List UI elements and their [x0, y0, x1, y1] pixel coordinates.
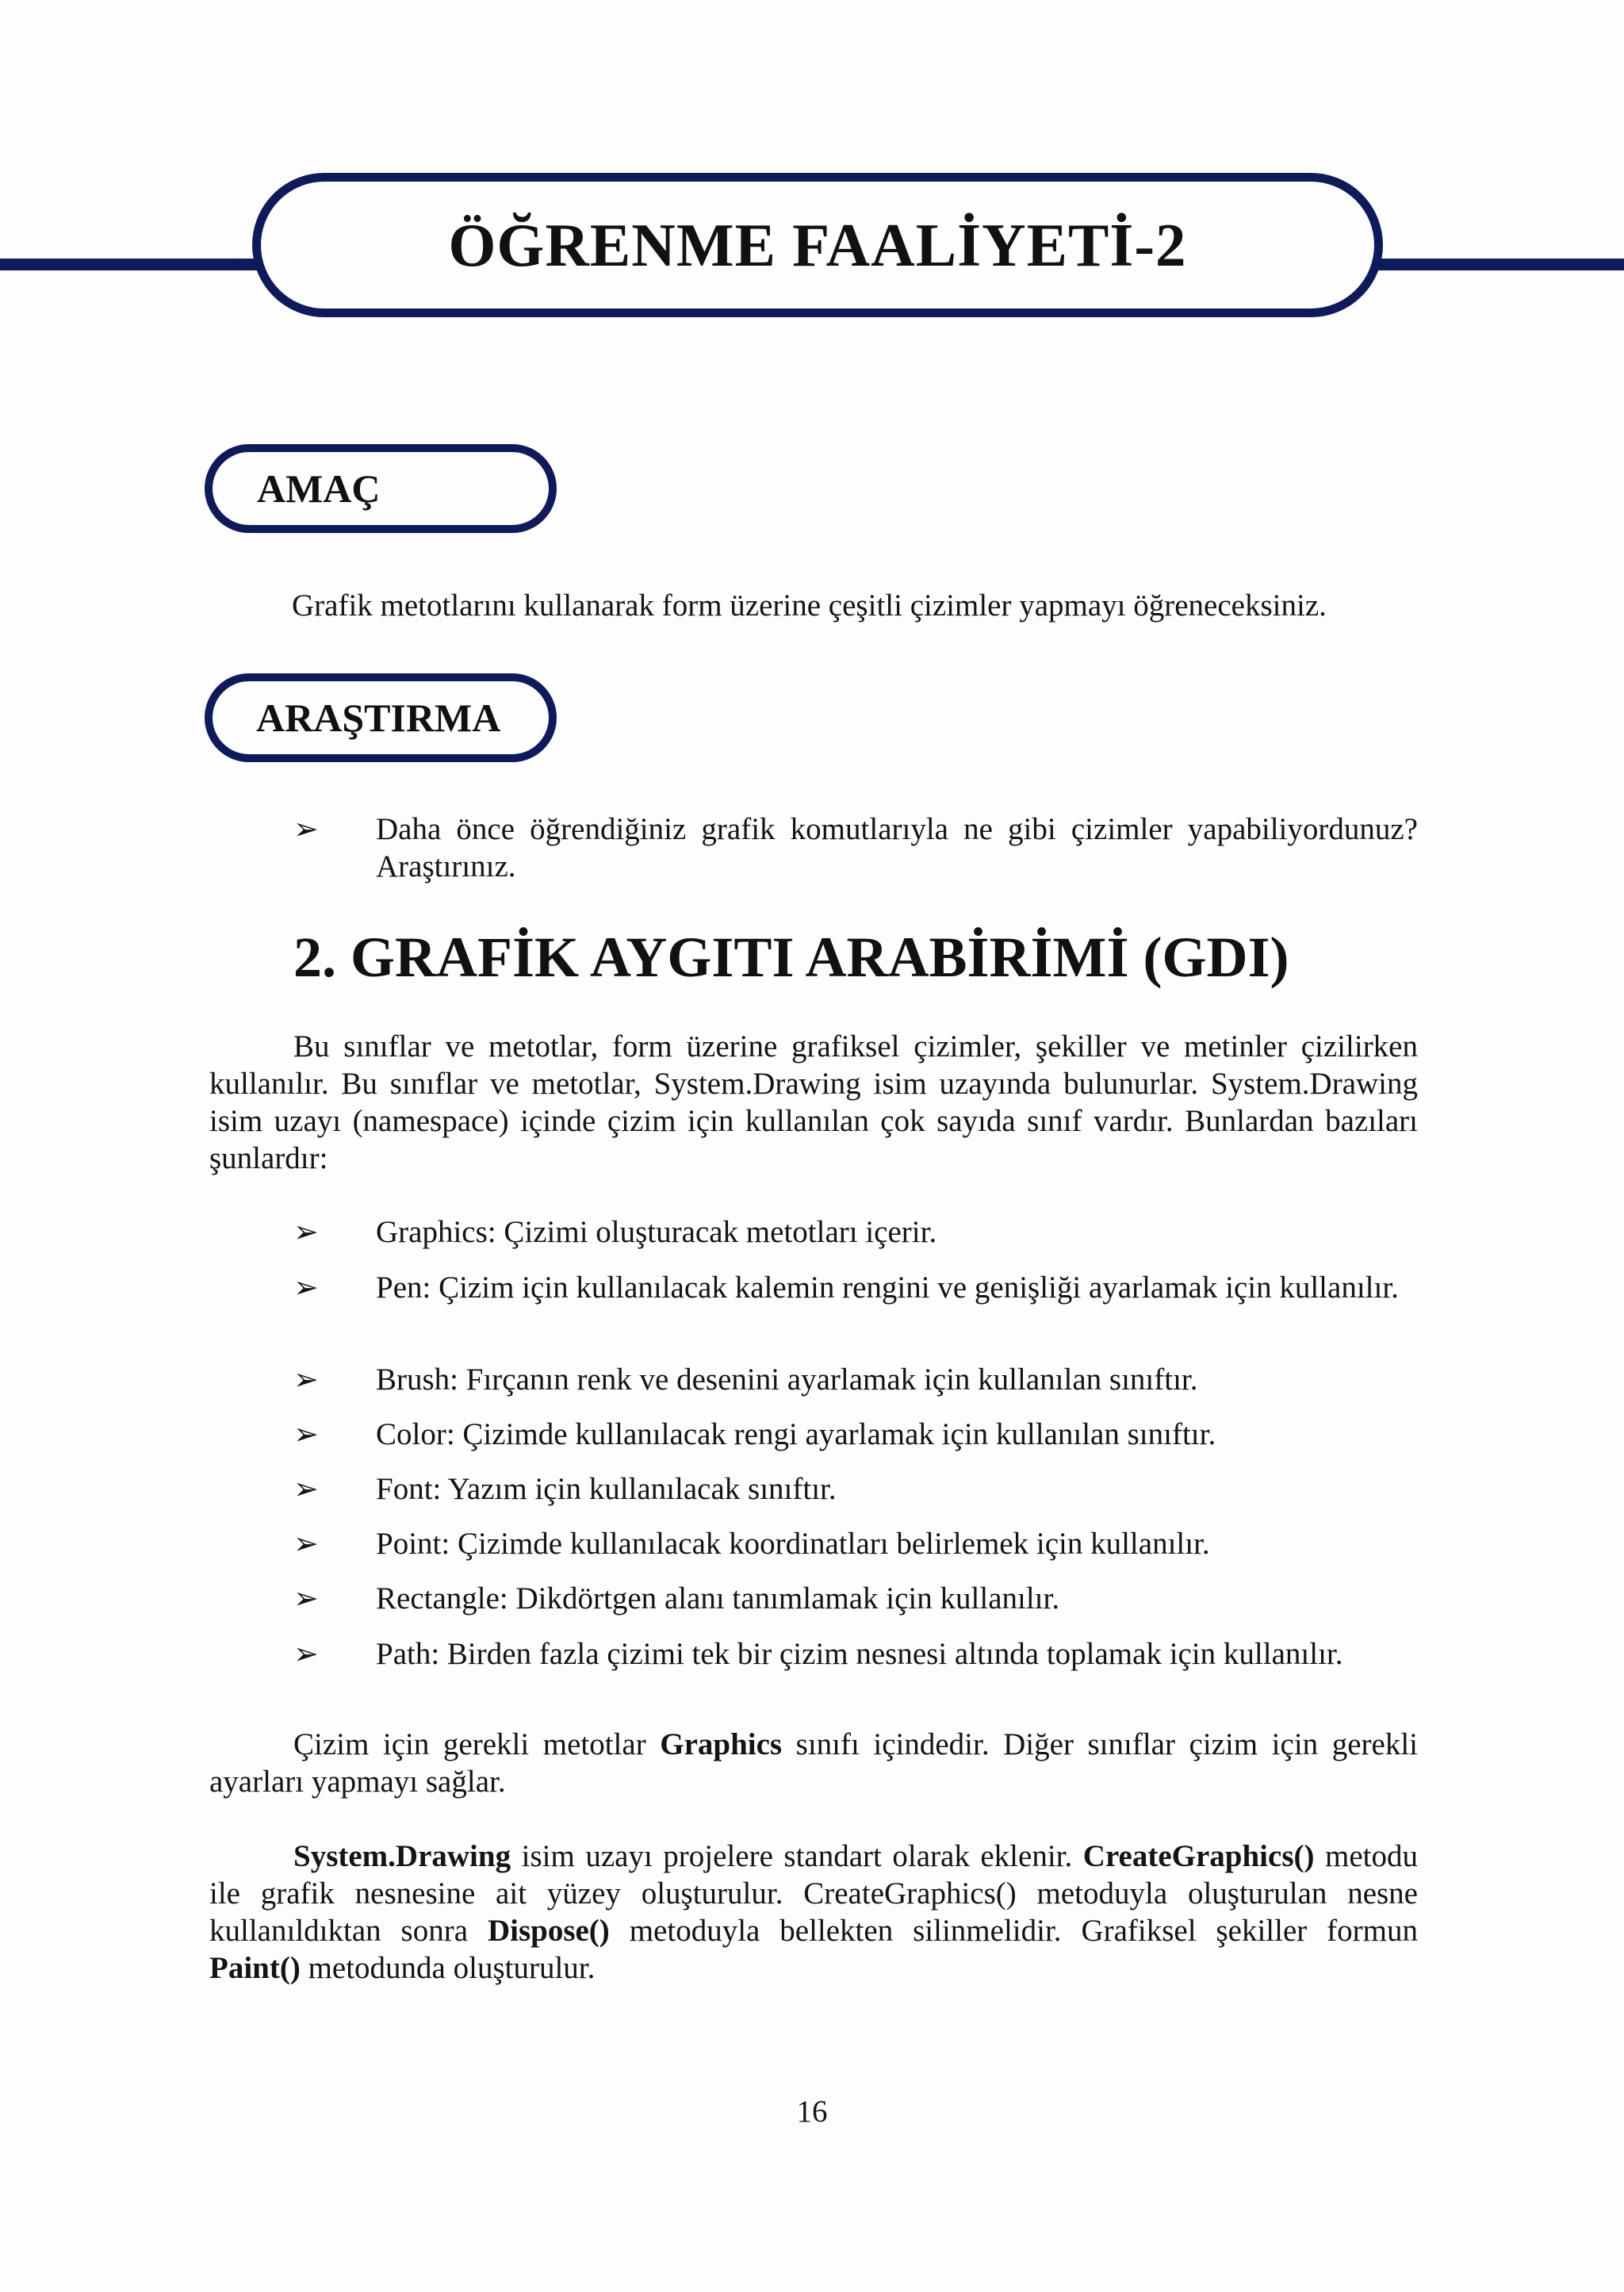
arastirma-bullet-text: Daha önce öğrendiğiniz grafik komutlarıyla ne gibi çizimler yapabiliyordunuz? Araştırınız. [376, 812, 1418, 883]
arrow-bullet-icon: ➢ [293, 811, 319, 846]
system-paragraph-text: isim uzayı projelere standart olarak eklenir. [511, 1839, 1083, 1873]
amac-label: AMAÇ [257, 466, 381, 511]
list-item-text: Graphics: Çizimi oluşturacak metotları içerir. [376, 1215, 937, 1249]
arrow-bullet-icon: ➢ [293, 1471, 319, 1506]
amac-text: Grafik metotlarını kullanarak form üzerine çeşitli çizimler yapmayı öğreneceksiniz. [292, 588, 1327, 623]
arrow-bullet-icon: ➢ [293, 1214, 319, 1249]
list-item-text: Pen: Çizim için kullanılacak kalemin rengini ve genişliği ayarlamak için kullanılır. [376, 1271, 1399, 1305]
list-item-text: Path: Birden fazla çizimi tek bir çizim nesnesi altında toplamak için kullanılır. [376, 1637, 1343, 1671]
arrow-bullet-icon: ➢ [293, 1270, 319, 1305]
title-rule-right [1373, 259, 1624, 270]
list-item-text: Font: Yazım için kullanılacak sınıftır. [376, 1472, 837, 1506]
section-heading: 2. GRAFİK AYGITI ARABİRİMİ (GDI) [293, 926, 1289, 989]
graphics-class-name: Graphics [660, 1727, 783, 1761]
intro-paragraph: Bu sınıflar ve metotlar, form üzerine grafiksel çizimler, şekiller ve metinler çizilirken kullanılır. Bu sınıflar ve metotlar, System.Drawing isim uzayında bulunurlar. System.Drawing isim uzayı (namespace) içinde çizim için kullanılan çok sayıda sınıf vardır. Bunlardan bazıları şunlardır: [209, 1029, 1418, 1175]
arrow-bullet-icon: ➢ [293, 1636, 319, 1671]
arrow-bullet-icon: ➢ [293, 1416, 319, 1451]
title-rule-left [0, 259, 262, 270]
create-graphics-method: CreateGraphics() [1082, 1839, 1315, 1873]
dispose-method: Dispose() [487, 1914, 610, 1948]
arastirma-label: ARAŞTIRMA [256, 696, 501, 740]
graphics-paragraph-text: Çizim için gerekli metotlar [293, 1727, 661, 1761]
page-title: ÖĞRENME FAALİYETİ-2 [448, 210, 1187, 279]
arastirma-label-box [205, 673, 557, 762]
list-item-text: Point: Çizimde kullanılacak koordinatları belirlemek için kullanılır. [376, 1527, 1210, 1561]
list-item-text: Rectangle: Dikdörtgen alanı tanımlamak için kullanılır. [376, 1581, 1060, 1616]
arrow-bullet-icon: ➢ [293, 1526, 319, 1561]
list-item-text: Color: Çizimde kullanılacak rengi ayarlamak için kullanılan sınıftır. [376, 1417, 1216, 1451]
system-drawing-paragraph [209, 1838, 1418, 1987]
page-number: 16 [796, 2095, 828, 2129]
amac-label-box [205, 444, 557, 533]
system-paragraph-text: metoduyla bellekten silinmelidir. Grafiksel şekiller formun [609, 1914, 1418, 1948]
arrow-bullet-icon: ➢ [293, 1581, 319, 1616]
arrow-bullet-icon: ➢ [293, 1362, 319, 1397]
graphics-paragraph-text: sınıfı içindedir. Diğer sınıflar çizim için gerekli ayarları yapmayı sağlar. [209, 1727, 1418, 1799]
system-paragraph-text: metodu ile grafik nesnesine ait yüzey oluşturulur. CreateGraphics() metoduyla oluşturulan nesne kullanıldıktan sonra [209, 1839, 1418, 1948]
namespace-name: System.Drawing [293, 1839, 511, 1873]
list-item-text: Brush: Fırçanın renk ve desenini ayarlamak için kullanılan sınıftır. [376, 1363, 1198, 1397]
title-banner [252, 173, 1383, 317]
system-paragraph-text: metodunda oluşturulur. [300, 1951, 596, 1985]
graphics-paragraph [209, 1726, 1418, 1800]
paint-method: Paint() [209, 1951, 301, 1985]
